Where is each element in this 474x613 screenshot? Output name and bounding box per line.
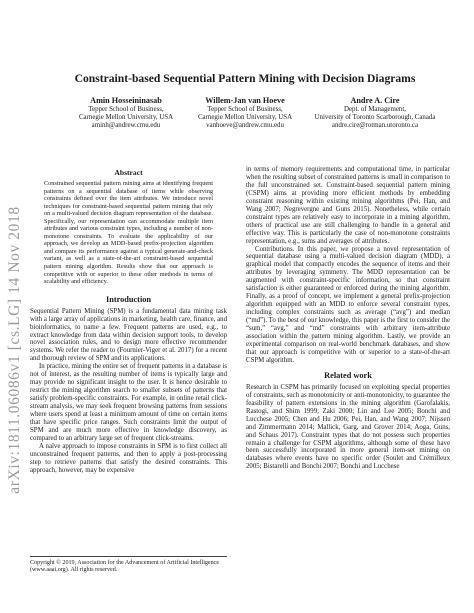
arxiv-id: arXiv:1811.06086v1 [cs.LG] 14 Nov 2018 bbox=[6, 206, 23, 494]
paragraph: A naïve approach to impose constraints in SPM is to first collect all unconstrained frequent patterns, and then to apply a post-processing step to retrieve patterns that satisfy the desired constraints. This approach, however, may be expensive bbox=[30, 442, 227, 474]
introduction-heading: Introduction bbox=[105, 294, 152, 304]
paragraph: Sequential Pattern Mining (SPM) is a fundamental data mining task with a large array of applications in marketing, health care, finance, and bioinformatics, to name a few. Frequent patterns are used, e.g., to extract knowledge from data within decision support tools, to develop novel association rules, and to design more effective recommender systems. We refer the reader to (Fournier-Viger et al. 2017) for a recent and thorough review of SPM and its applications. bbox=[30, 307, 227, 363]
author-affiliation: Tepper School of Business, bbox=[207, 106, 283, 113]
author-name: Amin Hosseininasab bbox=[90, 96, 162, 105]
paragraph: Research in CSPM has primarily focused on exploiting special properties of constraints, such as monotonicity or anti-monotonicity, to guarantee the feasibility of pattern extensions in the mining algorithm (Garofalakis, Rastogi, and Shim 1999; Zaki 2000; Lin and Lee 2005; Bonchi and Lucchese 2005; Chen and Hu 2006; Pei, Han, and Wang 2007; Nijssen and Zimmermann 2014; Mallick, Garg, and Grover 2014; Aoga, Guns, and Schaus 2017). Constraint types that do not possess such properties remain a challenge for CSPM algorithms, although some of these have been successfully incorporated in more general item-set mining on databases where events have no specific order (Soulet and Crémilleux 2005; Bistarelli and Bonchi 2007; Bonchi and Lucchese bbox=[246, 383, 450, 471]
related-work-heading: Related work bbox=[324, 370, 372, 380]
introduction-body bbox=[30, 308, 227, 475]
right-column-body bbox=[246, 166, 450, 365]
paragraph: In practice, mining the entire set of frequent patterns in a database is not of interest, as the resulting number of items is typically large and may provide no significant insight to the user. It is hence desirable to restrict the mining algorithm search to smaller subsets of patterns that satisfy problem-specific constraints. For example, in online retail click-stream analysis, we may seek frequent browsing patterns from sessions where users spend at least a minimum amount of time on certain items that have specific price ranges. Such constraints limit the output of SPM and are much more effective in knowledge discovery, as compared to an arbitrary large set of frequent click-streams. bbox=[30, 363, 227, 442]
author-email: andre.cire@rotman.utoronto.ca bbox=[331, 122, 419, 130]
right-column bbox=[246, 166, 450, 471]
contributions-paragraph: Contributions. In this paper, we propose a novel representation of sequential database using a multi-valued decision diagram (MDD), a graphical model that compactly encodes the sequence of items and their attributes by leveraging symmetry. The MDD representation can be augmented with constraint-specific information, so that constraint satisfaction is either guaranteed or enforced during the mining algorithm. Finally, as a proof of concept, we implement a general prefix-projection algorithm equipped with an MDD to enforce several constraint types, including complex constraints such as average (“avg”) and median (“md”). To the best of our knowledge, this paper is the first to consider the “sum,” “avg,” and “md” constraints with arbitrary item-attribute association within the pattern mining algorithm. Lastly, we provide an experimental comparison on real-world benchmark databases, and show that our approach is competitive with or superior to a state-of-the-art CSPM algorithm. bbox=[246, 245, 450, 364]
author-affiliation: Tepper School of Business, bbox=[88, 106, 164, 113]
author-block-2 bbox=[180, 96, 310, 130]
related-work-body bbox=[246, 384, 450, 471]
author-block-3 bbox=[300, 96, 450, 130]
abstract-heading: Abstract bbox=[114, 168, 143, 177]
author-affiliation: Carnegie Mellon University, USA bbox=[78, 114, 174, 122]
author-block-1 bbox=[66, 96, 186, 130]
author-affiliation: Dept. of Management, bbox=[344, 106, 406, 113]
copyright-footnote: Copyright © 2019, Association for the Advancement of Artificial Intelligence (www.aaai.org). All rights reserved. bbox=[30, 556, 227, 575]
author-affiliation: Carnegie Mellon University, USA bbox=[197, 114, 293, 122]
author-name: Willem-Jan van Hoeve bbox=[205, 96, 285, 105]
author-affiliation: University of Toronto Scarborough, Canada bbox=[314, 114, 436, 122]
author-name: Andre A. Cire bbox=[350, 96, 400, 105]
paper-title: Constraint-based Sequential Pattern Mining with Decision Diagrams bbox=[74, 72, 416, 85]
abstract-text: Constrained sequential pattern mining aims at identifying frequent patterns on a sequential database of items while observing constraints defined over the item attributes. We introduce novel techniques for constraint-based sequential pattern mining that rely on a multi-valued decision diagram representation of the database. Specifically, our representation can accommodate multiple item attributes and various constraint types, including a number of non-monotone constraints. To evaluate the applicability of our approach, we develop an MDD-based prefix-projection algorithm and compare its performance against a typical generate-and-check variant, as well as a state-of-the-art constraint-based sequential pattern mining algorithm. Results show that our approach is competitive with or superior to these other methods in terms of scalability and efficiency. bbox=[44, 180, 213, 286]
paragraph: in terms of memory requirements and computational time, in particular when the resulting subset of constrained patterns is small in comparison to the full unconstrained set. Constraint-based sequential pattern mining (CSPM) aims at providing more efficient methods by embedding constraint reasoning within existing mining algorithms (Pei, Han, and Wang 2007; Negrevergne and Guns 2015). Nonetheless, while certain constraint types are relatively easy to incorporate in a mining algorithm, others of practical use are still challenging to handle in a general and effective way. This is particularly the case of non-monotone constraints representation, e.g., sums and averages of attributes. bbox=[246, 166, 450, 245]
arxiv-stamp bbox=[2, 150, 28, 550]
author-email: aminh@andrew.cmu.edu bbox=[91, 122, 161, 130]
author-email: vanhoeve@andrew.cmu.edu bbox=[206, 122, 284, 130]
left-column bbox=[30, 168, 227, 475]
